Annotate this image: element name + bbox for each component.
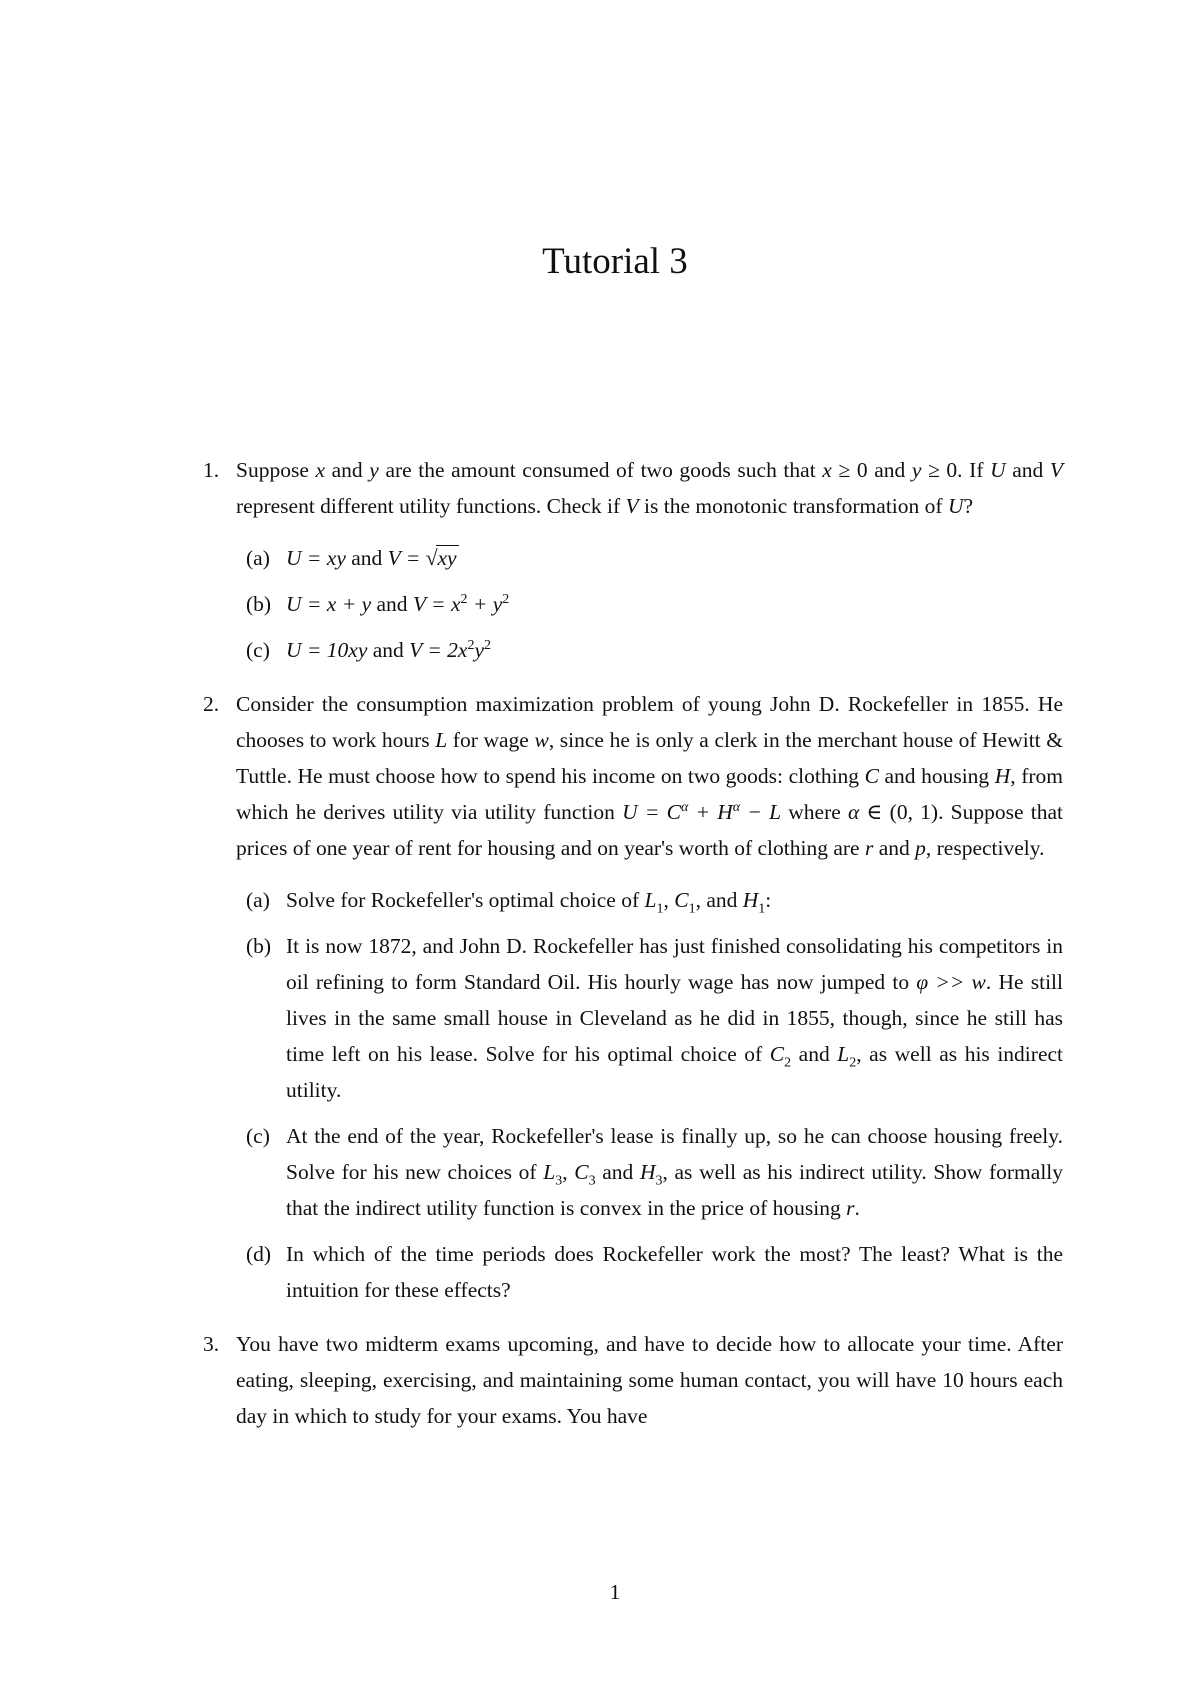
subpart-2d: (d) In which of the time periods does Rockefeller work the most? The least? What is the intuition for these effects? <box>246 1242 1063 1302</box>
subpart-1b: (b) U = x + y and $V = x^2 + y^2$ <box>246 591 510 616</box>
problem-number: 1. <box>203 458 220 482</box>
page-title: Tutorial 3 <box>542 241 688 282</box>
problem-number: 2. <box>203 692 220 716</box>
subpart-1c: (c) U = 10xy and $V = 2x^2y^2$ <box>246 637 492 662</box>
subpart-2c: (c) At the end of the year, Rockefeller's lease is finally up, so he can choose housing freely. Solve for his new choices of $L_3$, $C_3$ and $H_3$, as well as his indirect utility. Show formally that the indirect utility function is convex in the price of housing r. <box>246 1124 1064 1220</box>
problem-2 <box>203 686 1063 1308</box>
subpart-2b: (b) It is now 1872, and John D. Rockefeller has just finished consolidating his competitors in oil refining to form Standard Oil. His hourly wage has now jumped to φ >> w. He still lives in the same small house in Cleveland as he did in 1855, though, since he still has time left on his lease. Solve for his optimal choice of $C_2$ and $L_2$, as well as his indirect utility. <box>246 934 1064 1102</box>
problem-text: Consider the consumption maximization problem of young John D. Rockefeller in 1855. He chooses to work hours L for wage w, since he is only a clerk in the merchant house of Hewitt & Tuttle. He must choose how to spend his income on two goods: clothing C and housing H, from which he derives utility via utility function $U = C^\alpha + H^\alpha - L$ where α ∈ (0, 1). Suppose that prices of one year of rent for housing and on year's worth of clothing are r and p, respectively. <box>236 692 1063 860</box>
problem-number: 3. <box>203 1332 220 1356</box>
subpart-1a: (a) U = xy and V = √xy <box>246 546 457 570</box>
subpart-list <box>236 540 1063 668</box>
problem-list <box>203 452 1063 1452</box>
problem-3 <box>203 1326 1063 1434</box>
problem-1 <box>203 452 1063 668</box>
subpart-2a: (a) Solve for Rockefeller's optimal choice of $L_1$, $C_1$, and $H_1$: <box>246 888 772 917</box>
problem-text: Suppose x and y are the amount consumed of two goods such that x ≥ 0 and y ≥ 0. If U and V represent different utility functions. Check if V is the monotonic transformation of U? <box>236 458 1064 518</box>
problem-text: You have two midterm exams upcoming, and have to decide how to allocate your time. After eating, sleeping, exercising, and maintaining some human contact, you will have 10 hours each day in which to study for your exams. You have <box>236 1332 1063 1428</box>
page-number: 1 <box>609 1580 621 1604</box>
subpart-list <box>236 882 1063 1308</box>
